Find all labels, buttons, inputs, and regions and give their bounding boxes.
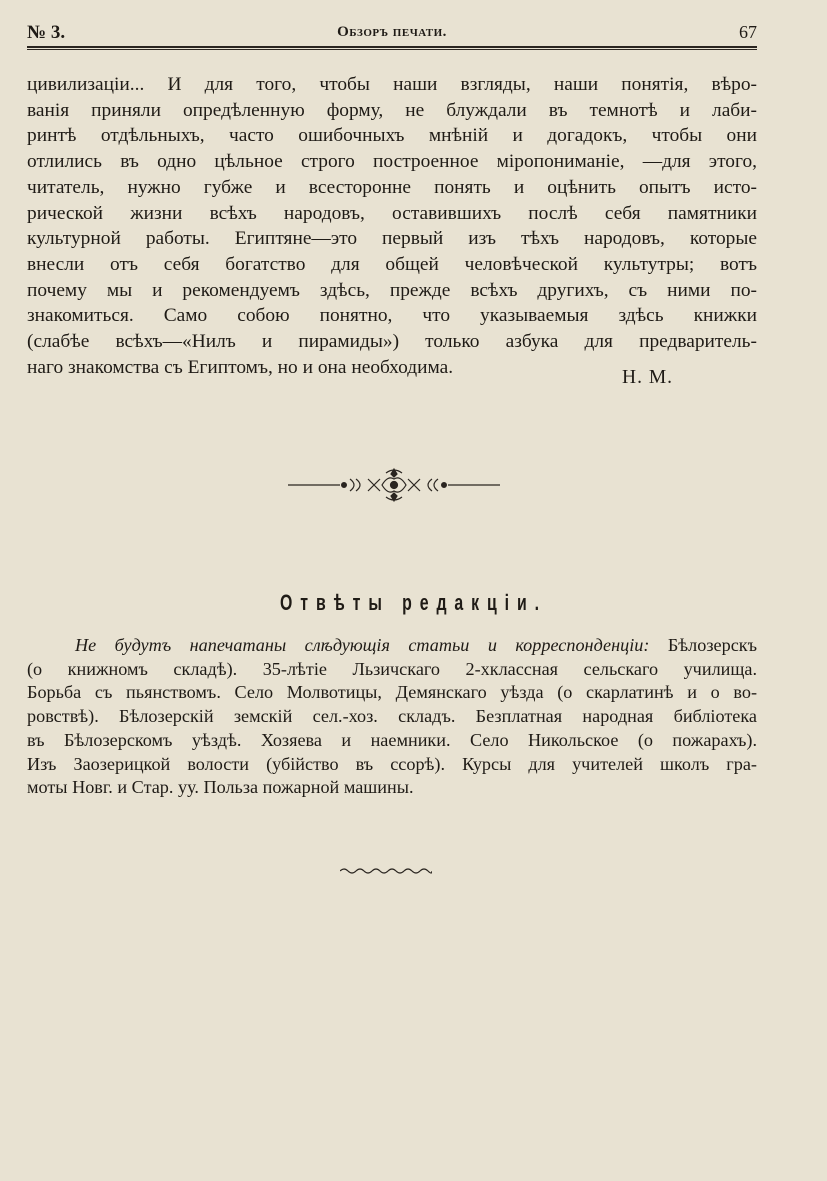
article-line: культурной работы. Египтяне—это первый изъ тѣхъ народовъ, которые — [27, 228, 757, 250]
article-line: внесли отъ себя богатство для общей человѣческой культутры; вотъ — [27, 253, 757, 275]
answers-line: Борьба съ пьянствомъ. Село Молвотицы, Демянскаго уѣзда (о скарлатинѣ и о во- — [27, 682, 757, 703]
article-line: цивилизаціи... И для того, чтобы наши взгляды, наши понятія, вѣро- — [27, 74, 757, 95]
article-line: ринтѣ отдѣльныхъ, часто ошибочныхъ мнѣній и догадокъ, чтобы они — [27, 125, 757, 147]
issue-number: № 3. — [27, 22, 66, 43]
article-line: (слабѣе всѣхъ—«Нилъ и пирамиды») только азбука для предваритель- — [27, 331, 757, 353]
answers-line — [27, 634, 757, 658]
editorial-answers — [27, 634, 757, 800]
answers-line: моты Новг. и Стар. уу. Польза пожарной машины. — [27, 777, 414, 798]
ornament-divider-icon — [288, 465, 500, 505]
running-header — [27, 22, 757, 46]
answers-line-text: Бѣлозерскъ — [649, 635, 758, 655]
answers-line: ровствѣ). Бѣлозерскій земскій сел.-хоз. складъ. Безплатная народная библіотека — [27, 706, 757, 727]
article-line: рической жизни всѣхъ народовъ, оставившихъ послѣ себя памятники — [27, 202, 757, 224]
wavy-divider-icon — [340, 866, 432, 876]
answers-lead: Не будутъ напечатаны слѣдующія статьи и корреспонденціи: — [75, 635, 650, 655]
answers-line: (о книжномъ складѣ). 35-лѣтіе Льзичскаго 2-хклассная сельскаго училища. — [27, 658, 757, 679]
article-line: читатель, нужно губже и всесторонне понять и оцѣнить опытъ исто- — [27, 176, 757, 198]
page-number: 67 — [739, 22, 757, 42]
answers-line: въ Бѣлозерскомъ уѣздѣ. Хозяева и наемники. Село Никольское (о пожарахъ). — [27, 729, 757, 750]
section-heading: Отвѣты редакціи. — [280, 590, 547, 615]
article-line: отлились въ одно цѣльное строго построенное міропониманіе, —для этого, — [27, 151, 757, 173]
article-line: ванія приняли опредѣленную форму, не блуждали въ темнотѣ и лаби- — [27, 99, 757, 121]
article-text — [27, 72, 757, 380]
author-signature: Н. М. — [622, 367, 674, 388]
article-line: наго знакомства съ Египтомъ, но и она необходима. — [27, 356, 454, 378]
article-line: почему мы и рекомендуемъ здѣсь, прежде всѣхъ другихъ, съ ними по- — [27, 279, 757, 301]
article-line: знакомиться. Само собою понятно, что указываемыя здѣсь книжки — [27, 305, 757, 327]
journal-section-title: Обзоръ печати. — [337, 24, 447, 40]
header-rule — [27, 46, 757, 50]
answers-line: Изъ Заозерицкой волости (убійство въ ссорѣ). Курсы для учителей школъ гра- — [27, 753, 757, 774]
